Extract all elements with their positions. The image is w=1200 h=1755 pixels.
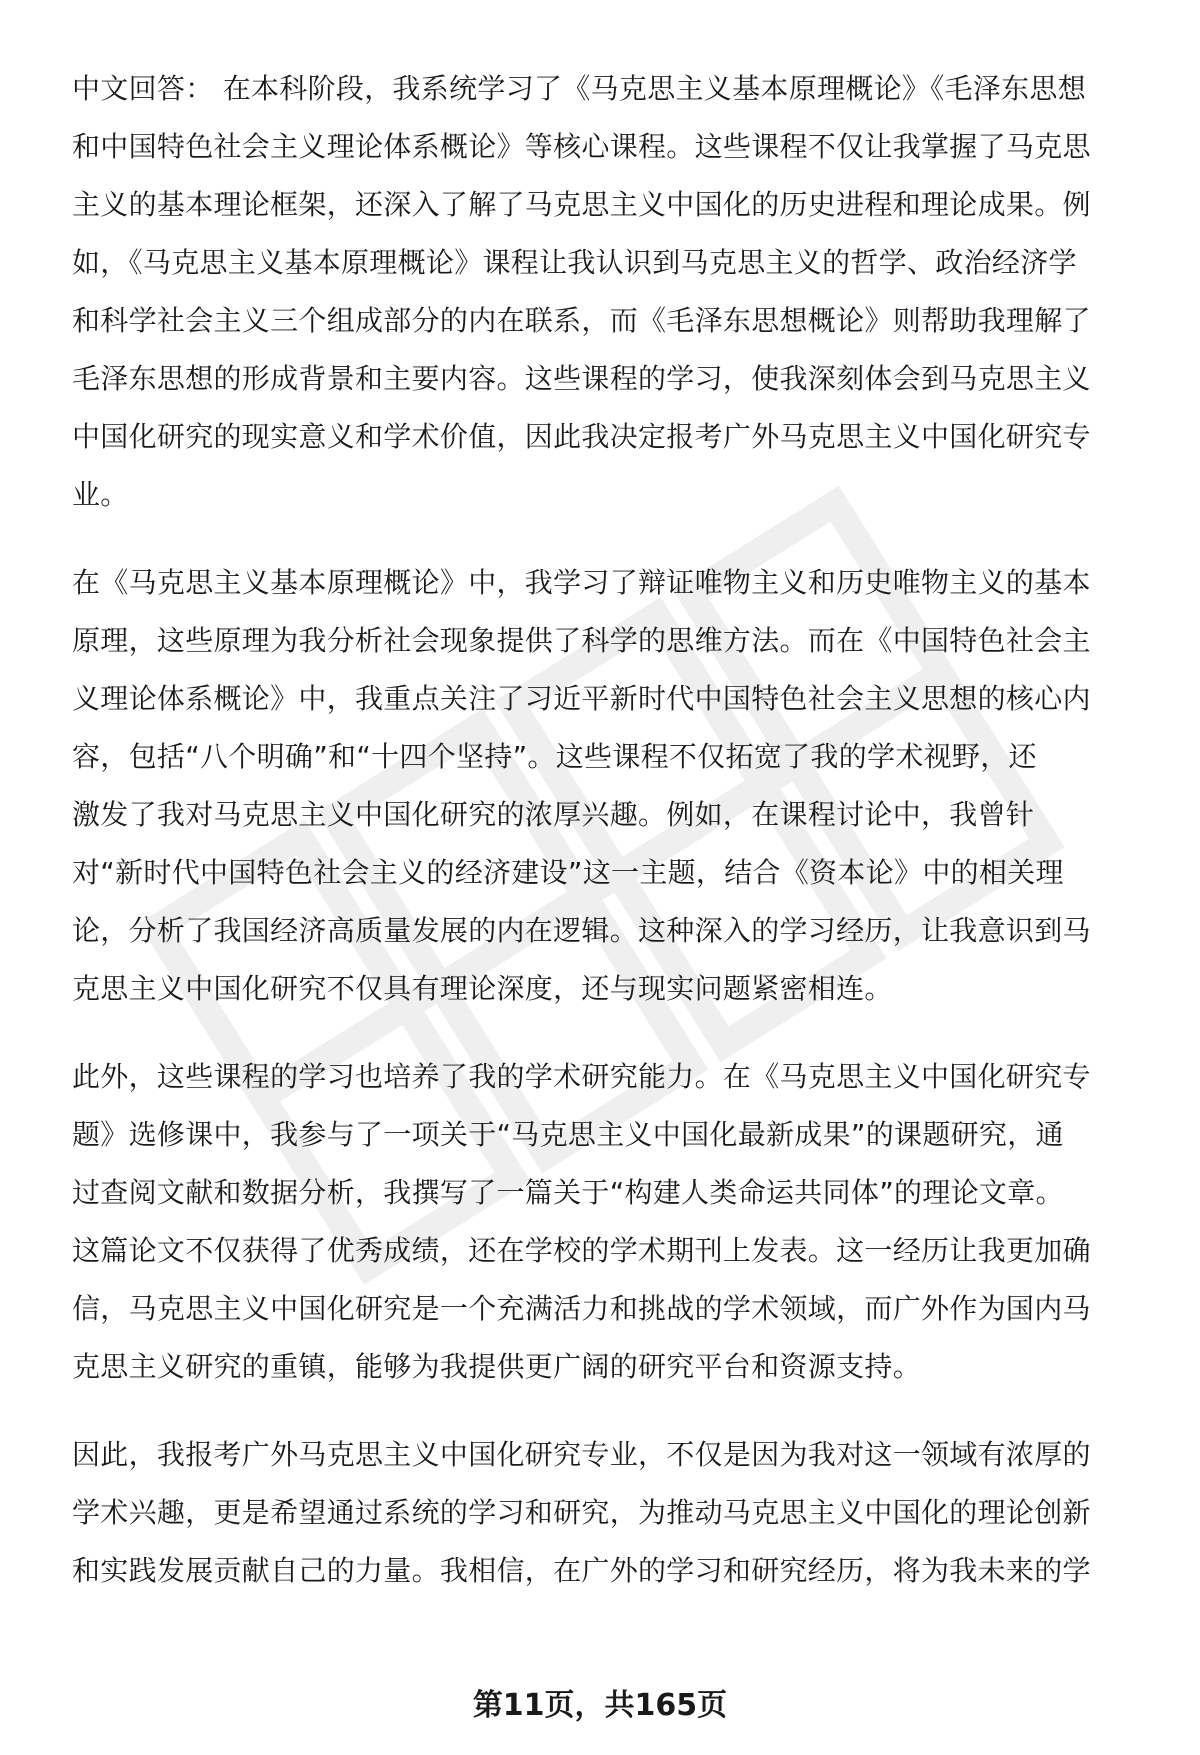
text-line: 主义的基本理论框架，还深入了解了马克思主义中国化的历史进程和理论成果。例 bbox=[72, 188, 1091, 221]
text-line: 对“新时代中国特色社会主义的经济建设”这一主题，结合《资本论》中的相关理 bbox=[72, 856, 1064, 889]
text-line: 和科学社会主义三个组成部分的内在联系，而《毛泽东思想概论》则帮助我理解了 bbox=[72, 304, 1091, 337]
text-line: 论，分析了我国经济高质量发展的内在逻辑。这种深入的学习经历，让我意识到马 bbox=[72, 914, 1091, 947]
text-line: 原理，这些原理为我分析社会现象提供了科学的思维方法。而在《中国特色社会主 bbox=[72, 624, 1091, 657]
text-line: 过查阅文献和数据分析，我撰写了一篇关于“构建人类命运共同体”的理论文章。 bbox=[72, 1176, 1064, 1209]
text-line: 学术兴趣，更是希望通过系统的学习和研究，为推动马克思主义中国化的理论创新 bbox=[72, 1496, 1091, 1529]
page-number: 第11页，共165页 bbox=[472, 1688, 728, 1723]
text-line: 激发了我对马克思主义中国化研究的浓厚兴趣。例如，在课程讨论中，我曾针 bbox=[72, 798, 1035, 831]
text-line: 和中国特色社会主义理论体系概论》等核心课程。这些课程不仅让我掌握了马克思 bbox=[72, 130, 1091, 163]
text-line: 此外，这些课程的学习也培养了我的学术研究能力。在《马克思主义中国化研究专 bbox=[72, 1060, 1091, 1093]
paragraph-3 bbox=[72, 1048, 1138, 1396]
text-line: 信，马克思主义中国化研究是一个充满活力和挑战的学术领域，而广外作为国内马 bbox=[72, 1292, 1091, 1325]
text-line: 这篇论文不仅获得了优秀成绩，还在学校的学术期刊上发表。这一经历让我更加确 bbox=[72, 1234, 1091, 1267]
paragraph-1 bbox=[72, 60, 1138, 524]
text-line: 义理论体系概论》中，我重点关注了习近平新时代中国特色社会主义思想的核心内 bbox=[72, 682, 1091, 715]
text-line: 容，包括“八个明确”和“十四个坚持”。这些课程不仅拓宽了我的学术视野，还 bbox=[72, 740, 1037, 773]
text-line: 业。 bbox=[72, 478, 129, 511]
text-line: 在《马克思主义基本原理概论》中，我学习了辩证唯物主义和历史唯物主义的基本 bbox=[72, 566, 1091, 599]
document-body bbox=[72, 60, 1138, 1630]
text-line: 中文回答： 在本科阶段，我系统学习了《马克思主义基本原理概论》《毛泽东思想 bbox=[72, 72, 1087, 105]
text-line: 克思主义研究的重镇，能够为我提供更广阔的研究平台和资源支持。 bbox=[72, 1350, 922, 1383]
text-line: 中国化研究的现实意义和学术价值，因此我决定报考广外马克思主义中国化研究专 bbox=[72, 420, 1091, 453]
text-line: 题》选修课中，我参与了一项关于“马克思主义中国化最新成果”的课题研究，通 bbox=[72, 1118, 1064, 1151]
text-line: 和实践发展贡献自己的力量。我相信，在广外的学习和研究经历，将为我未来的学 bbox=[72, 1554, 1091, 1587]
text-line: 如，《马克思主义基本原理概论》课程让我认识到马克思主义的哲学、政治经济学 bbox=[72, 246, 1077, 279]
text-line: 克思主义中国化研究不仅具有理论深度，还与现实问题紧密相连。 bbox=[72, 972, 893, 1005]
paragraph-2 bbox=[72, 554, 1138, 1018]
paragraph-4 bbox=[72, 1426, 1138, 1600]
text-line: 因此，我报考广外马克思主义中国化研究专业，不仅是因为我对这一领域有浓厚的 bbox=[72, 1438, 1091, 1471]
text-line: 毛泽东思想的形成背景和主要内容。这些课程的学习，使我深刻体会到马克思主义 bbox=[72, 362, 1091, 395]
